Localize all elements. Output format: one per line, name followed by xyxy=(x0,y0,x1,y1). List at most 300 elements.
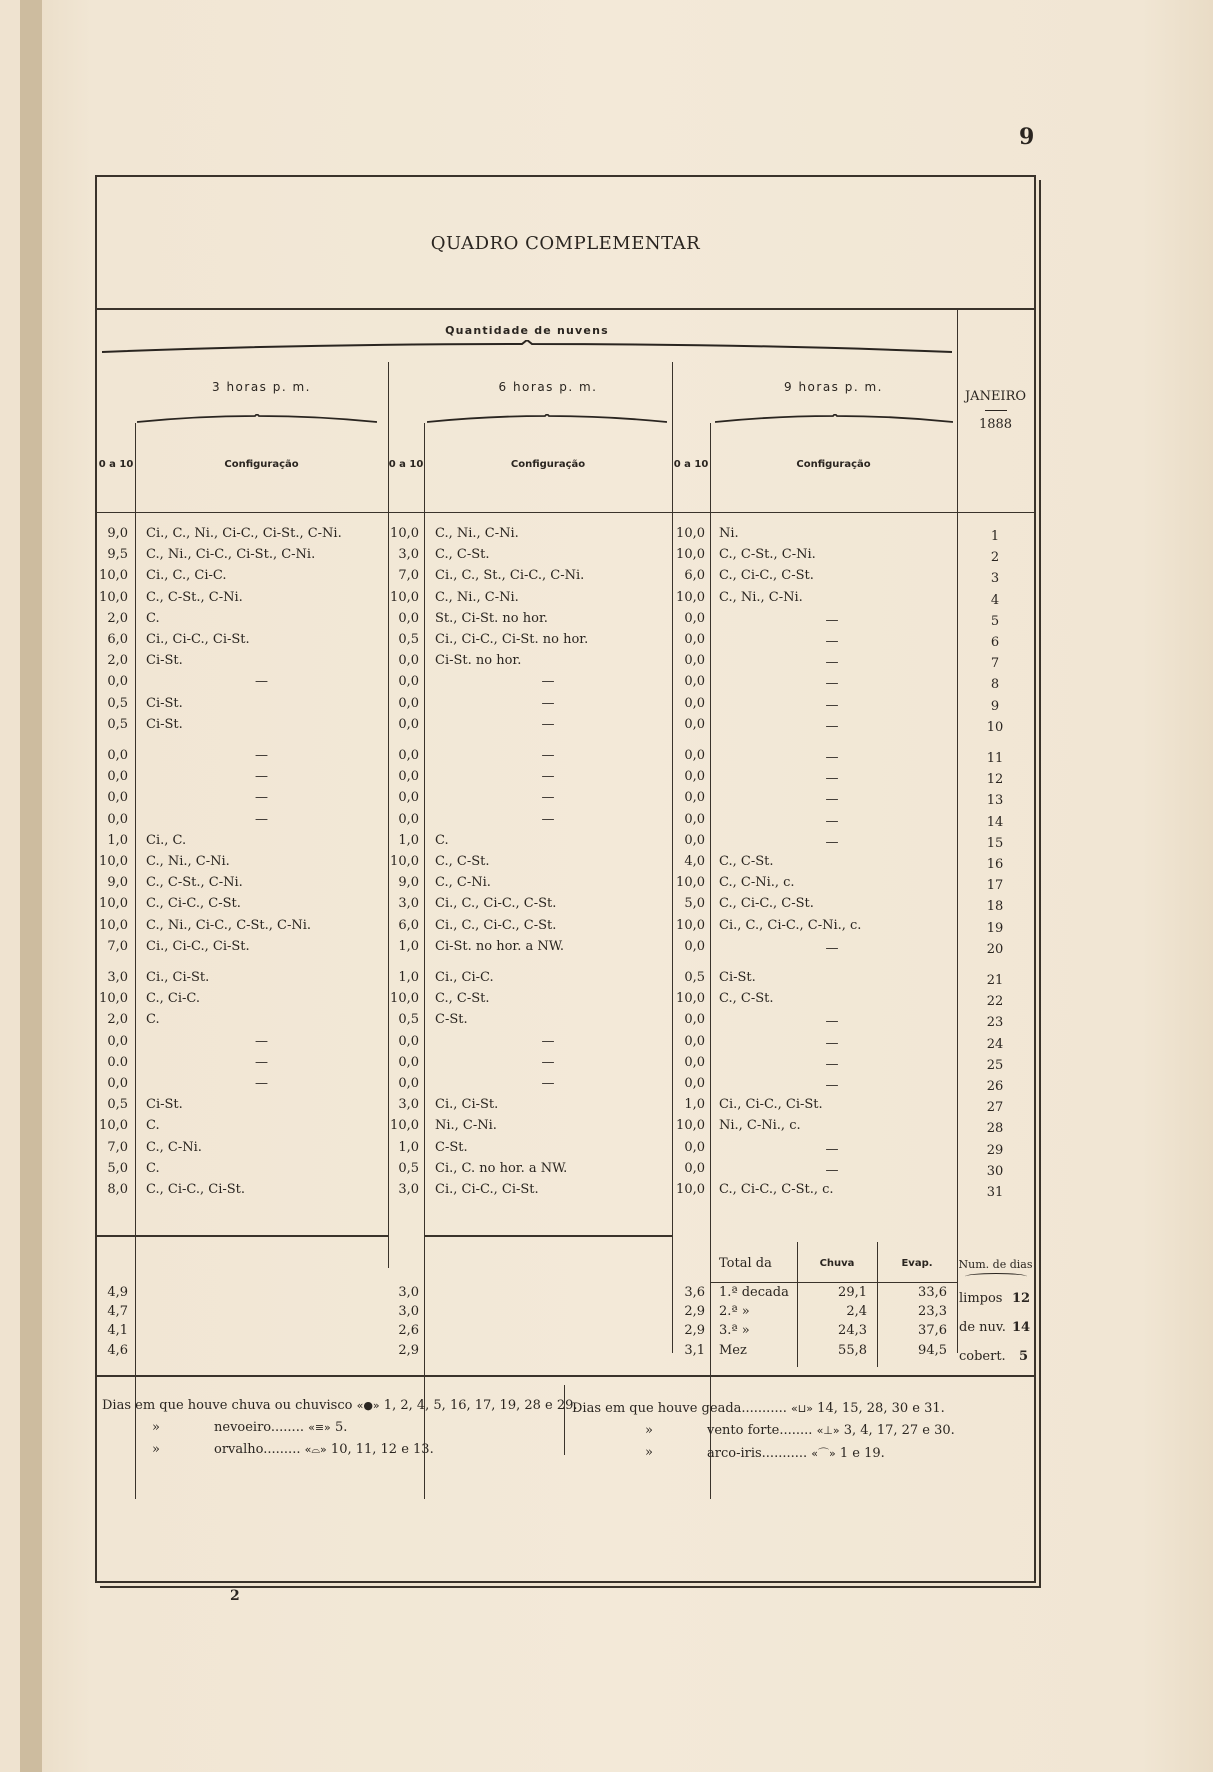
amount-3pm: 7,0 xyxy=(107,1140,128,1155)
amount-6pm: 10,0 xyxy=(390,1118,419,1133)
config-6pm: C., Ni., C-Ni. xyxy=(435,590,519,605)
note-rainbow-label: arco-iris........... xyxy=(707,1446,808,1461)
amount-6pm: 1,0 xyxy=(398,833,419,848)
config-9pm: C., C-St., C-Ni. xyxy=(719,547,816,562)
num-dias-label: Num. de dias xyxy=(958,1258,1033,1271)
config-6pm: — xyxy=(541,717,555,732)
avg-6pm: 2,9 xyxy=(398,1343,419,1358)
rainbow-symbol-icon: «⌒» xyxy=(811,1447,836,1460)
config-9pm: — xyxy=(825,613,839,628)
config-9pm: C., Ni., C-Ni. xyxy=(719,590,803,605)
day-number: 20 xyxy=(986,942,1004,957)
amount-6pm: 1,0 xyxy=(398,1140,419,1155)
config-9pm: — xyxy=(825,1142,839,1157)
note-wind xyxy=(707,1423,955,1438)
period-label: 1.ª decada xyxy=(719,1285,789,1300)
note-rain-label: Dias em que houve chuva ou chuvisco xyxy=(102,1398,353,1413)
amount-9pm: 0,0 xyxy=(684,1012,705,1027)
amount-9pm: 1,0 xyxy=(684,1097,705,1112)
rain-total: 2,4 xyxy=(846,1304,867,1319)
day-number: 29 xyxy=(986,1143,1004,1158)
hours-3: 3 horas p. m. xyxy=(212,380,311,394)
config-9pm: Ci., C., Ci-C., C-Ni., c. xyxy=(719,918,862,933)
amount-6pm: 0,0 xyxy=(398,653,419,668)
avg-3pm: 4,1 xyxy=(107,1323,128,1338)
amount-9pm: 0,0 xyxy=(684,939,705,954)
config-6pm: C., C-St. xyxy=(435,991,490,1006)
config-9pm: — xyxy=(825,655,839,670)
day-number: 23 xyxy=(986,1015,1004,1030)
dew-symbol-icon: «⌓» xyxy=(304,1443,327,1456)
rain-total: 55,8 xyxy=(838,1343,867,1358)
config-3pm: — xyxy=(255,1055,268,1070)
config-6pm: C-St. xyxy=(435,1140,468,1155)
config-3pm: C., Ci-C. xyxy=(146,991,200,1006)
day-number: 9 xyxy=(990,699,1000,714)
amount-3pm: 8,0 xyxy=(107,1182,128,1197)
config-3pm: C., Ci-C., C-St. xyxy=(146,896,241,911)
page-number: 9 xyxy=(1019,124,1035,150)
brace-9 xyxy=(715,414,953,424)
amount-9pm: 10,0 xyxy=(676,1118,705,1133)
config-3pm: C., Ni., Ci-C., Ci-St., C-Ni. xyxy=(146,547,316,562)
config-3pm: C. xyxy=(146,1118,160,1133)
config-3pm: C., Ni., C-Ni. xyxy=(146,854,230,869)
config-3pm: Ci., Ci-St. xyxy=(146,970,210,985)
amount-6pm: 0,5 xyxy=(398,1012,419,1027)
config-3pm: — xyxy=(255,812,268,827)
amount-3pm: 0,0 xyxy=(107,748,128,763)
config-6pm: — xyxy=(541,769,555,784)
day-number: 3 xyxy=(990,571,1000,586)
hours-9: 9 horas p. m. xyxy=(784,380,883,394)
day-number: 1 xyxy=(990,529,1000,544)
amount-3pm: 10,0 xyxy=(99,590,128,605)
amount-3pm: 10,0 xyxy=(99,854,128,869)
brace-6 xyxy=(427,414,667,424)
config-6pm: Ni., C-Ni. xyxy=(435,1118,497,1133)
config-6pm: C., C-Ni. xyxy=(435,875,491,890)
day-number: 31 xyxy=(986,1185,1004,1200)
day-number: 6 xyxy=(990,635,1000,650)
amount-6pm: 9,0 xyxy=(398,875,419,890)
config-9pm: — xyxy=(825,1163,839,1178)
total-label: Total da xyxy=(719,1256,772,1271)
day-number: 12 xyxy=(986,772,1004,787)
config-3pm: — xyxy=(255,674,268,689)
day-number: 26 xyxy=(986,1079,1004,1094)
clouds-header: Quantidade de nuvens xyxy=(445,324,609,337)
note-dew-days: 10, 11, 12 e 13. xyxy=(330,1442,434,1457)
rain-total: 29,1 xyxy=(838,1285,867,1300)
config-9pm: C., C-St. xyxy=(719,991,774,1006)
config-6pm: — xyxy=(541,812,555,827)
avg-9pm: 2,9 xyxy=(684,1304,705,1319)
config-3pm: Ci-St. xyxy=(146,653,183,668)
amount-9pm: 0,0 xyxy=(684,1076,705,1091)
amount-divider-2 xyxy=(424,423,425,1499)
amount-9pm: 10,0 xyxy=(676,991,705,1006)
note-rain xyxy=(102,1398,578,1413)
config-3pm: Ci., C. xyxy=(146,833,187,848)
num-dias-brace xyxy=(965,1273,1027,1280)
fog-symbol-icon: «≡» xyxy=(308,1421,331,1434)
day-number: 27 xyxy=(986,1100,1004,1115)
amount-6pm: 0,0 xyxy=(398,1076,419,1091)
footer-number: 2 xyxy=(230,1588,240,1604)
day-number: 25 xyxy=(986,1058,1004,1073)
amount-6pm: 0,5 xyxy=(398,1161,419,1176)
amount-6pm: 7,0 xyxy=(398,568,419,583)
day-number: 28 xyxy=(986,1121,1004,1136)
note-dew-label: orvalho......... xyxy=(214,1442,301,1457)
config-9pm: — xyxy=(825,676,839,691)
config-3pm: — xyxy=(255,748,268,763)
wind-symbol-icon: «⊥» xyxy=(816,1424,840,1437)
amount-6pm: 0,0 xyxy=(398,717,419,732)
note-ditto-3: » xyxy=(645,1423,653,1438)
note-dew xyxy=(214,1442,434,1457)
page-edge xyxy=(20,0,42,1772)
config-9pm: — xyxy=(825,1036,839,1051)
day-number: 5 xyxy=(990,614,1000,629)
day-number: 18 xyxy=(986,899,1004,914)
config-9pm: C., Ci-C., C-St. xyxy=(719,568,814,583)
amount-3pm: 0,0 xyxy=(107,790,128,805)
avg-6pm: 3,0 xyxy=(398,1304,419,1319)
amount-9pm: 10,0 xyxy=(676,1182,705,1197)
summary-rule-1 xyxy=(97,1235,388,1237)
amount-9pm: 6,0 xyxy=(684,568,705,583)
config-3pm: C., C-Ni. xyxy=(146,1140,202,1155)
amount-9pm: 10,0 xyxy=(676,526,705,541)
amount-3pm: 7,0 xyxy=(107,939,128,954)
config-3pm: C., C-St., C-Ni. xyxy=(146,590,243,605)
amount-3pm: 2,0 xyxy=(107,611,128,626)
amount-9pm: 0,0 xyxy=(684,696,705,711)
config-3pm: C. xyxy=(146,1012,160,1027)
amount-6pm: 0,0 xyxy=(398,790,419,805)
period-label: 2.ª » xyxy=(719,1304,750,1319)
amount-3pm: 0,5 xyxy=(107,696,128,711)
config-3pm: Ci-St. xyxy=(146,717,183,732)
rain-total: 24,3 xyxy=(838,1323,867,1338)
col-amount-9: 0 a 10 xyxy=(673,459,709,470)
day-number: 16 xyxy=(986,857,1004,872)
amount-3pm: 3,0 xyxy=(107,970,128,985)
amount-3pm: 0,0 xyxy=(107,769,128,784)
amount-3pm: 0,5 xyxy=(107,1097,128,1112)
amount-3pm: 0,0 xyxy=(107,1076,128,1091)
amount-6pm: 0,0 xyxy=(398,696,419,711)
config-6pm: — xyxy=(541,674,555,689)
config-6pm: C., Ni., C-Ni. xyxy=(435,526,519,541)
brace-clouds xyxy=(102,340,952,354)
amount-3pm: 2,0 xyxy=(107,1012,128,1027)
note-frost xyxy=(572,1401,945,1416)
frost-symbol-icon: «⊔» xyxy=(790,1402,814,1415)
config-9pm: Ci-St. xyxy=(719,970,756,985)
config-9pm: — xyxy=(825,814,839,829)
note-frost-days: 14, 15, 28, 30 e 31. xyxy=(817,1401,945,1416)
amount-9pm: 0,0 xyxy=(684,1034,705,1049)
amount-6pm: 0,0 xyxy=(398,748,419,763)
amount-3pm: 0,0 xyxy=(107,1034,128,1049)
amount-3pm: 6,0 xyxy=(107,632,128,647)
amount-9pm: 10,0 xyxy=(676,875,705,890)
config-9pm: — xyxy=(825,792,839,807)
config-6pm: — xyxy=(541,1076,555,1091)
evap-total: 23,3 xyxy=(918,1304,947,1319)
config-6pm: St., Ci-St. no hor. xyxy=(435,611,548,626)
amount-3pm: 2,0 xyxy=(107,653,128,668)
amount-6pm: 0,0 xyxy=(398,1055,419,1070)
amount-6pm: 10,0 xyxy=(390,854,419,869)
amount-6pm: 0,5 xyxy=(398,632,419,647)
config-6pm: — xyxy=(541,1055,555,1070)
amount-6pm: 0,0 xyxy=(398,611,419,626)
config-9pm: C., Ci-C., C-St. xyxy=(719,896,814,911)
config-3pm: — xyxy=(255,1076,268,1091)
config-6pm: Ci-St. no hor. xyxy=(435,653,522,668)
avg-9pm: 2,9 xyxy=(684,1323,705,1338)
config-3pm: Ci., C., Ci-C. xyxy=(146,568,227,583)
month-rule xyxy=(985,410,1007,411)
config-6pm: — xyxy=(541,748,555,763)
day-number: 22 xyxy=(986,994,1004,1009)
year-label: 1888 xyxy=(978,417,1013,432)
config-6pm: Ci., Ci-St. xyxy=(435,1097,499,1112)
avg-3pm: 4,9 xyxy=(107,1285,128,1300)
config-6pm: C., C-St. xyxy=(435,547,490,562)
cobert-label: cobert. xyxy=(959,1349,1006,1364)
amount-6pm: 0,0 xyxy=(398,674,419,689)
amount-6pm: 10,0 xyxy=(390,526,419,541)
amount-9pm: 0,5 xyxy=(684,970,705,985)
config-6pm: Ci-St. no hor. a NW. xyxy=(435,939,564,954)
evap-label: Evap. xyxy=(901,1258,933,1269)
period-label: Mez xyxy=(719,1343,747,1358)
config-6pm: Ci., Ci-C., Ci-St. xyxy=(435,1182,539,1197)
config-3pm: Ci., Ci-C., Ci-St. xyxy=(146,939,250,954)
nuv-value: 14 xyxy=(1012,1320,1031,1335)
config-9pm: — xyxy=(825,750,839,765)
amount-3pm: 5,0 xyxy=(107,1161,128,1176)
title-rule xyxy=(97,308,1034,310)
amount-3pm: 9,5 xyxy=(107,547,128,562)
config-3pm: C., Ni., Ci-C., C-St., C-Ni. xyxy=(146,918,312,933)
header-rule xyxy=(97,512,1034,513)
col-amount-3: 0 a 10 xyxy=(98,459,134,470)
note-wind-label: vento forte........ xyxy=(707,1423,813,1438)
config-6pm: — xyxy=(541,1034,555,1049)
config-3pm: Ci-St. xyxy=(146,1097,183,1112)
amount-9pm: 4,0 xyxy=(684,854,705,869)
table-title: QUADRO COMPLEMENTAR xyxy=(430,233,701,254)
note-frost-label: Dias em que houve geada........... xyxy=(572,1401,787,1416)
avg-3pm: 4,7 xyxy=(107,1304,128,1319)
amount-3pm: 10,0 xyxy=(99,568,128,583)
config-6pm: C. xyxy=(435,833,449,848)
amount-6pm: 3,0 xyxy=(398,1097,419,1112)
amount-divider-1 xyxy=(135,423,136,1499)
notes-rule xyxy=(97,1375,1034,1377)
day-number: 24 xyxy=(986,1037,1004,1052)
notes-divider xyxy=(564,1385,565,1455)
config-3pm: C. xyxy=(146,611,160,626)
col-amount-6: 0 a 10 xyxy=(388,459,424,470)
config-9pm: Ci., Ci-C., Ci-St. xyxy=(719,1097,823,1112)
config-9pm: — xyxy=(825,771,839,786)
note-ditto-1: » xyxy=(152,1420,160,1435)
amount-6pm: 0,0 xyxy=(398,812,419,827)
day-number: 13 xyxy=(986,793,1004,808)
evap-total: 33,6 xyxy=(918,1285,947,1300)
amount-6pm: 6,0 xyxy=(398,918,419,933)
amount-3pm: 0,0 xyxy=(107,812,128,827)
month-divider xyxy=(957,308,958,1353)
config-9pm: — xyxy=(825,1078,839,1093)
period-label: 3.ª » xyxy=(719,1323,750,1338)
config-9pm: C., C-Ni., c. xyxy=(719,875,795,890)
amount-6pm: 1,0 xyxy=(398,939,419,954)
amount-3pm: 9,0 xyxy=(107,526,128,541)
chuva-label: Chuva xyxy=(819,1258,855,1269)
amount-9pm: 0,0 xyxy=(684,833,705,848)
day-number: 21 xyxy=(986,973,1004,988)
config-3pm: C., C-St., C-Ni. xyxy=(146,875,243,890)
config-6pm: Ci., C., Ci-C., C-St. xyxy=(435,896,557,911)
amount-6pm: 3,0 xyxy=(398,896,419,911)
amount-9pm: 10,0 xyxy=(676,547,705,562)
amount-9pm: 0,0 xyxy=(684,653,705,668)
amount-3pm: 10,0 xyxy=(99,918,128,933)
day-number: 7 xyxy=(990,656,1000,671)
note-rainbow xyxy=(707,1445,885,1461)
amount-6pm: 1,0 xyxy=(398,970,419,985)
amount-6pm: 3,0 xyxy=(398,547,419,562)
day-number: 10 xyxy=(986,720,1004,735)
amount-9pm: 0,0 xyxy=(684,1140,705,1155)
summary-rule-2 xyxy=(424,1235,672,1237)
config-3pm: — xyxy=(255,769,268,784)
amount-9pm: 5,0 xyxy=(684,896,705,911)
note-ditto-4: » xyxy=(645,1445,653,1460)
config-3pm: C. xyxy=(146,1161,160,1176)
limpos-value: 12 xyxy=(1012,1291,1031,1306)
amount-3pm: 1,0 xyxy=(107,833,128,848)
cobert-value: 5 xyxy=(1019,1349,1029,1364)
config-3pm: — xyxy=(255,1034,268,1049)
note-rain-days: 1, 2, 4, 5, 16, 17, 19, 28 e 29. xyxy=(383,1398,578,1413)
evap-total: 94,5 xyxy=(918,1343,947,1358)
config-6pm: Ci., C., St., Ci-C., C-Ni. xyxy=(435,568,585,583)
amount-6pm: 0,0 xyxy=(398,1034,419,1049)
amount-9pm: 10,0 xyxy=(676,918,705,933)
config-6pm: Ci., Ci-C. xyxy=(435,970,494,985)
note-wind-days: 3, 4, 17, 27 e 30. xyxy=(843,1423,955,1438)
config-9pm: — xyxy=(825,941,839,956)
config-6pm: — xyxy=(541,696,555,711)
day-number: 17 xyxy=(986,878,1004,893)
amount-6pm: 10,0 xyxy=(390,991,419,1006)
avg-6pm: 2,6 xyxy=(398,1323,419,1338)
brace-3 xyxy=(137,414,377,424)
config-3pm: — xyxy=(255,790,268,805)
amount-3pm: 0,0 xyxy=(107,674,128,689)
note-fog-label: nevoeiro........ xyxy=(214,1420,304,1435)
month-label: JANEIRO xyxy=(964,389,1027,404)
day-number: 2 xyxy=(990,550,1000,565)
amount-9pm: 0,0 xyxy=(684,611,705,626)
config-9pm: — xyxy=(825,719,839,734)
amount-9pm: 0,0 xyxy=(684,674,705,689)
avg-3pm: 4,6 xyxy=(107,1343,128,1358)
note-fog xyxy=(214,1420,347,1435)
note-fog-days: 5. xyxy=(334,1420,348,1435)
amount-3pm: 9,0 xyxy=(107,875,128,890)
amount-3pm: 10,0 xyxy=(99,1118,128,1133)
amount-9pm: 0,0 xyxy=(684,1055,705,1070)
avg-9pm: 3,1 xyxy=(684,1343,705,1358)
config-9pm: C., C-St. xyxy=(719,854,774,869)
amount-9pm: 0,0 xyxy=(684,632,705,647)
day-number: 19 xyxy=(986,921,1004,936)
config-9pm: Ni., C-Ni., c. xyxy=(719,1118,801,1133)
config-3pm: C., Ci-C., Ci-St. xyxy=(146,1182,246,1197)
config-6pm: — xyxy=(541,790,555,805)
note-ditto-2: » xyxy=(152,1442,160,1457)
config-6pm: Ci., C., Ci-C., C-St. xyxy=(435,918,557,933)
amount-9pm: 0,0 xyxy=(684,1161,705,1176)
day-number: 14 xyxy=(986,815,1004,830)
amount-3pm: 10,0 xyxy=(99,896,128,911)
amount-6pm: 10,0 xyxy=(390,590,419,605)
amount-3pm: 0.0 xyxy=(107,1055,128,1070)
amount-9pm: 0,0 xyxy=(684,769,705,784)
config-3pm: Ci., C., Ni., Ci-C., Ci-St., C-Ni. xyxy=(146,526,342,541)
config-6pm: C-St. xyxy=(435,1012,468,1027)
nuv-label: de nuv. xyxy=(959,1320,1006,1335)
col-config-6: Configuração xyxy=(510,459,586,470)
amount-9pm: 0,0 xyxy=(684,717,705,732)
amount-6pm: 0,0 xyxy=(398,769,419,784)
col-config-3: Configuração xyxy=(224,459,299,470)
config-9pm: — xyxy=(825,1014,839,1029)
rain-symbol-icon: «●» xyxy=(356,1399,380,1412)
summary-header-rule xyxy=(710,1282,957,1283)
avg-6pm: 3,0 xyxy=(398,1285,419,1300)
amount-3pm: 0,5 xyxy=(107,717,128,732)
day-number: 30 xyxy=(986,1164,1004,1179)
config-9pm: C., Ci-C., C-St., c. xyxy=(719,1182,834,1197)
amount-6pm: 3,0 xyxy=(398,1182,419,1197)
config-9pm: — xyxy=(825,1057,839,1072)
amount-9pm: 10,0 xyxy=(676,590,705,605)
evap-total: 37,6 xyxy=(918,1323,947,1338)
col-config-9: Configuração xyxy=(796,459,871,470)
amount-9pm: 0,0 xyxy=(684,790,705,805)
config-6pm: Ci., Ci-C., Ci-St. no hor. xyxy=(435,632,589,647)
amount-9pm: 0,0 xyxy=(684,748,705,763)
hours-6: 6 horas p. m. xyxy=(498,380,598,394)
note-rainbow-days: 1 e 19. xyxy=(839,1446,885,1461)
amount-divider-3 xyxy=(710,423,711,1499)
config-3pm: Ci., Ci-C., Ci-St. xyxy=(146,632,250,647)
config-9pm: — xyxy=(825,634,839,649)
config-6pm: Ci., C. no hor. a NW. xyxy=(435,1161,568,1176)
config-6pm: C., C-St. xyxy=(435,854,490,869)
